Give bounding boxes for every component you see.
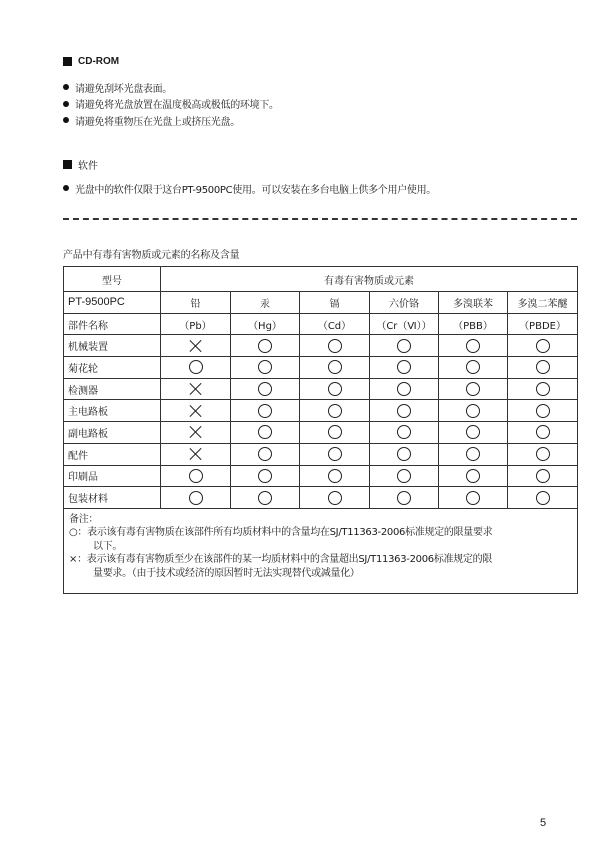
part-name: 印刷品 xyxy=(64,465,161,487)
circle-mark-icon xyxy=(397,382,411,396)
circle-mark-icon xyxy=(466,360,480,374)
substance-table xyxy=(63,266,578,594)
list-item: 光盘中的软件仅限于这台PT-9500PC使用。可以安装在多台电脑上供多个用户使用。 xyxy=(63,180,436,197)
circle-mark-icon xyxy=(466,469,480,483)
table-title: 产品中有毒有害物质或元素的名称及含量 xyxy=(63,250,240,261)
mark-cell xyxy=(300,465,370,487)
table-row xyxy=(64,443,578,465)
mark-cell xyxy=(439,400,508,422)
table-row xyxy=(64,357,578,379)
mark-cell xyxy=(161,378,231,400)
mark-cell xyxy=(231,378,300,400)
mark-cell xyxy=(508,335,578,357)
mark-cell xyxy=(300,487,370,509)
part-name: 检测器 xyxy=(64,378,161,400)
substance-symbol: （Pb） xyxy=(161,313,231,335)
mark-cell xyxy=(439,357,508,379)
substance-name: 多溴联苯 xyxy=(439,292,508,314)
mark-cell xyxy=(370,335,439,357)
circle-mark-icon xyxy=(328,425,342,439)
note-line: 以下。 xyxy=(93,540,123,552)
circle-mark-icon xyxy=(536,491,550,505)
bullet-dot-icon xyxy=(63,84,69,90)
mark-cell xyxy=(508,400,578,422)
part-name: 机械装置 xyxy=(64,335,161,357)
mark-cell xyxy=(370,400,439,422)
circle-mark-icon xyxy=(328,382,342,396)
substance-symbol: （PBDE） xyxy=(508,313,578,335)
substance-name-row xyxy=(64,292,578,314)
list-item: 请避免刮坏光盘表面。 xyxy=(63,79,279,96)
table-row xyxy=(64,465,578,487)
model-name: PT-9500PC xyxy=(64,292,161,314)
table-row xyxy=(64,400,578,422)
cdrom-list xyxy=(63,79,279,129)
circle-mark-icon xyxy=(258,404,272,418)
circle-mark-icon xyxy=(536,339,550,353)
circle-mark-icon xyxy=(397,360,411,374)
circle-mark-icon xyxy=(536,360,550,374)
notes-label: 备注： xyxy=(69,513,99,525)
bullet-dot-icon xyxy=(63,185,69,191)
mark-cell xyxy=(161,400,231,422)
part-name: 菊花轮 xyxy=(64,357,161,379)
circle-mark-icon xyxy=(466,425,480,439)
symbol-row xyxy=(64,313,578,335)
mark-cell xyxy=(300,422,370,444)
cdrom-heading-label: CD-ROM xyxy=(78,56,120,67)
mark-cell xyxy=(508,357,578,379)
circle-mark-icon xyxy=(536,469,550,483)
bullet-dot-icon xyxy=(63,101,69,107)
mark-cell xyxy=(231,400,300,422)
mark-cell xyxy=(231,357,300,379)
cross-mark-icon xyxy=(189,425,203,439)
table-row xyxy=(64,335,578,357)
mark-cell xyxy=(508,443,578,465)
cross-mark-icon xyxy=(189,404,203,418)
circle-mark-icon xyxy=(258,469,272,483)
substance-name: 六价铬 xyxy=(370,292,439,314)
mark-cell xyxy=(231,335,300,357)
note-line: 量要求。（由于技术或经济的原因暂时无法实现替代或减量化） xyxy=(93,567,360,579)
mark-cell xyxy=(300,378,370,400)
circle-mark-icon xyxy=(397,491,411,505)
part-name-header: 部件名称 xyxy=(64,313,161,335)
model-column-header: 型号 xyxy=(64,267,161,292)
notes-cell xyxy=(64,508,578,593)
circle-mark-icon xyxy=(258,382,272,396)
circle-mark-icon xyxy=(328,491,342,505)
circle-mark-icon xyxy=(466,447,480,461)
mark-cell xyxy=(508,465,578,487)
circle-mark-icon xyxy=(397,469,411,483)
mark-cell xyxy=(439,335,508,357)
notes-row xyxy=(64,508,578,593)
software-heading xyxy=(63,157,98,172)
circle-mark-icon xyxy=(466,491,480,505)
bullet-dot-icon xyxy=(63,117,69,123)
circle-mark-icon xyxy=(466,404,480,418)
mark-cell xyxy=(370,357,439,379)
mark-cell xyxy=(161,335,231,357)
circle-mark-icon xyxy=(258,360,272,374)
circle-mark-icon xyxy=(189,491,203,505)
mark-cell xyxy=(161,465,231,487)
part-name: 副电路板 xyxy=(64,422,161,444)
circle-mark-icon xyxy=(397,447,411,461)
cdrom-heading xyxy=(63,56,119,67)
substance-group-header: 有毒有害物质或元素 xyxy=(161,267,578,292)
mark-cell xyxy=(300,400,370,422)
cross-mark-icon xyxy=(189,447,203,461)
mark-cell xyxy=(161,487,231,509)
note-line: ○：表示该有毒有害物质在该部件所有均质材料中的含量均在SJ/T11363-2006标准规定的限量要求 xyxy=(69,527,493,539)
circle-mark-icon xyxy=(536,404,550,418)
mark-cell xyxy=(161,422,231,444)
table-header-row xyxy=(64,267,578,292)
mark-cell xyxy=(231,487,300,509)
mark-cell xyxy=(231,443,300,465)
mark-cell xyxy=(439,378,508,400)
circle-mark-icon xyxy=(328,339,342,353)
mark-cell xyxy=(508,378,578,400)
circle-mark-icon xyxy=(189,360,203,374)
part-name: 配件 xyxy=(64,443,161,465)
mark-cell xyxy=(508,422,578,444)
table-row xyxy=(64,422,578,444)
table-row xyxy=(64,487,578,509)
mark-cell xyxy=(439,443,508,465)
circle-mark-icon xyxy=(258,447,272,461)
circle-mark-icon xyxy=(328,447,342,461)
mark-cell xyxy=(161,357,231,379)
part-name: 主电路板 xyxy=(64,400,161,422)
circle-mark-icon xyxy=(189,469,203,483)
substance-symbol: （Hg） xyxy=(231,313,300,335)
circle-mark-icon xyxy=(536,382,550,396)
square-bullet-icon xyxy=(63,57,72,66)
dashed-divider xyxy=(63,218,577,220)
circle-mark-icon xyxy=(536,447,550,461)
square-bullet-icon xyxy=(63,160,72,169)
circle-mark-icon xyxy=(258,425,272,439)
circle-mark-icon xyxy=(466,339,480,353)
cross-mark-icon xyxy=(189,382,203,396)
circle-mark-icon xyxy=(536,425,550,439)
page-number: 5 xyxy=(540,817,547,829)
mark-cell xyxy=(231,422,300,444)
list-item: 请避免将光盘放置在温度极高或极低的环境下。 xyxy=(63,96,279,113)
substance-name: 镉 xyxy=(300,292,370,314)
mark-cell xyxy=(370,465,439,487)
circle-mark-icon xyxy=(328,404,342,418)
substance-symbol: （Cr（Ⅵ）） xyxy=(370,313,439,335)
part-rows xyxy=(64,335,578,509)
software-heading-label: 软件 xyxy=(78,161,98,172)
part-name: 包装材料 xyxy=(64,487,161,509)
note-line: ×：表示该有毒有害物质至少在该部件的某一均质材料中的含量超出SJ/T11363-2006标准规定的限 xyxy=(69,554,493,566)
mark-cell xyxy=(300,443,370,465)
circle-mark-icon xyxy=(258,339,272,353)
circle-mark-icon xyxy=(397,425,411,439)
circle-mark-icon xyxy=(466,382,480,396)
circle-mark-icon xyxy=(328,360,342,374)
mark-cell xyxy=(508,487,578,509)
cross-mark-icon xyxy=(189,339,203,353)
mark-cell xyxy=(370,443,439,465)
table-row xyxy=(64,378,578,400)
mark-cell xyxy=(161,443,231,465)
substance-symbol: （Cd） xyxy=(300,313,370,335)
circle-mark-icon xyxy=(397,404,411,418)
mark-cell xyxy=(231,465,300,487)
software-list xyxy=(63,180,436,197)
mark-cell xyxy=(300,357,370,379)
mark-cell xyxy=(370,378,439,400)
list-item: 请避免将重物压在光盘上或挤压光盘。 xyxy=(63,112,279,129)
mark-cell xyxy=(439,465,508,487)
mark-cell xyxy=(370,422,439,444)
substance-symbol: （PBB） xyxy=(439,313,508,335)
circle-mark-icon xyxy=(328,469,342,483)
substance-name: 铅 xyxy=(161,292,231,314)
mark-cell xyxy=(300,335,370,357)
substance-name: 汞 xyxy=(231,292,300,314)
substance-name: 多溴二苯醚 xyxy=(508,292,578,314)
circle-mark-icon xyxy=(258,491,272,505)
circle-mark-icon xyxy=(397,339,411,353)
mark-cell xyxy=(370,487,439,509)
mark-cell xyxy=(439,487,508,509)
mark-cell xyxy=(439,422,508,444)
